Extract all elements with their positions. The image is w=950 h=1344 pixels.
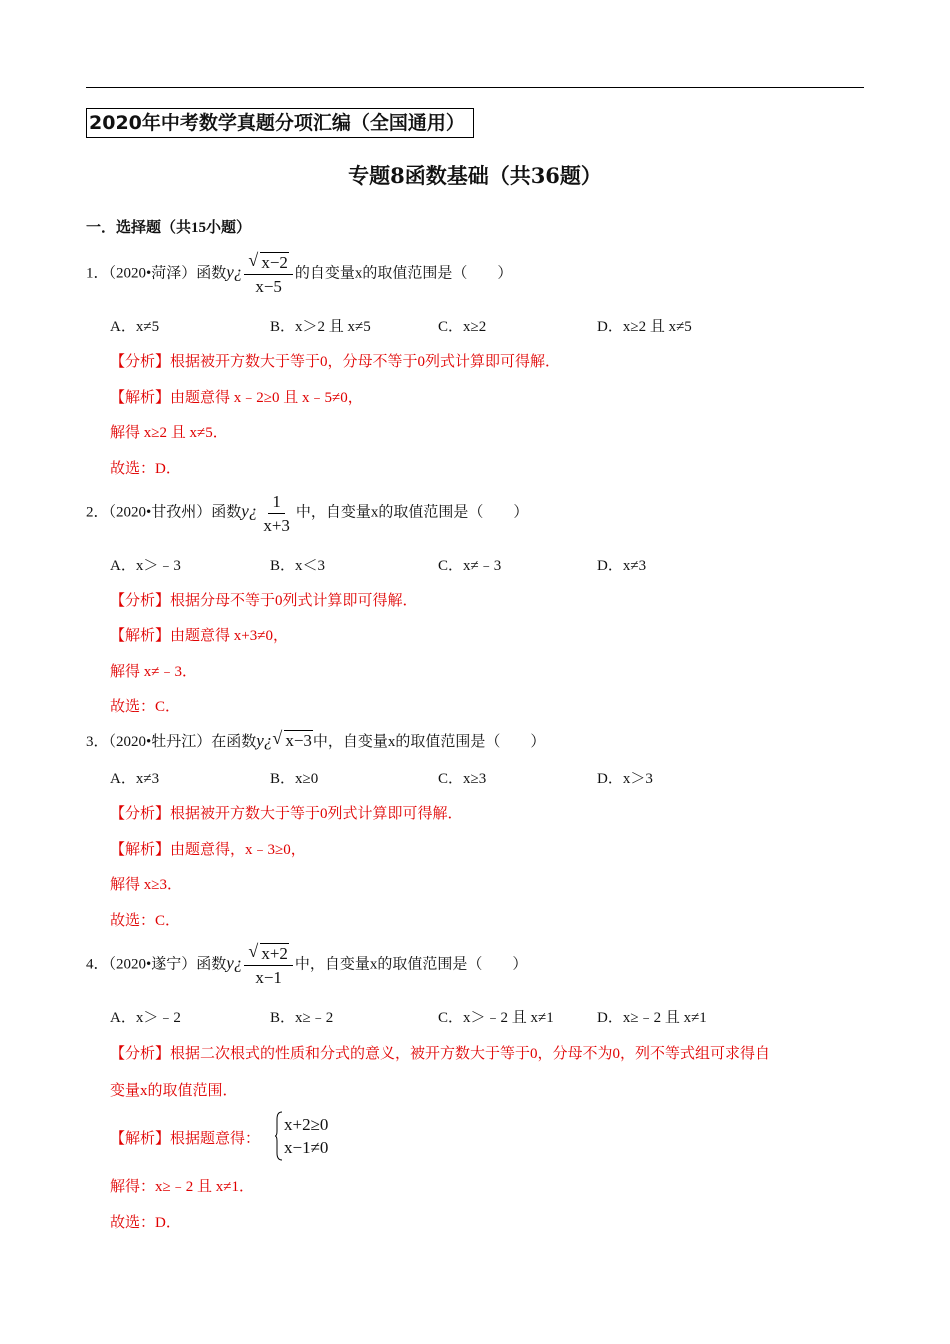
question-3: 3．（2020•牡丹江）在函数y¿ √ x−3中，自变量x的取值范围是（ ）	[86, 728, 546, 750]
option-c: C．x≥3	[438, 771, 487, 787]
analysis: 【分析】根据被开方数大于等于0，分母不等于0列式计算即可得解．	[110, 354, 561, 370]
option-c: C．x≥2	[438, 319, 487, 335]
inequality-system	[284, 1113, 328, 1159]
solution: 【解析】由题意得，x﹣3≥0，	[110, 842, 306, 858]
section-heading: 一．选择题（共15小题）	[86, 220, 252, 236]
option-d: D．x≥2 且 x≠5	[597, 319, 692, 335]
solution-result: 解得：x≥﹣2 且 x≠1．	[110, 1179, 254, 1195]
option-a: A．x＞﹣3	[110, 558, 181, 574]
solution: 【解析】根据题意得：	[110, 1131, 261, 1147]
solution: 【解析】由题意得 x﹣2≥0 且 x﹣5≠0，	[110, 390, 363, 406]
option-b: B．x＜3	[270, 558, 326, 574]
question-4: 4．（2020•遂宁）函数y¿ √ x+2 x−1 中，自变量x的取值范围是（ ）	[86, 941, 528, 987]
fraction: √ x+2 x−1	[244, 944, 293, 986]
analysis: 【分析】根据被开方数大于等于0列式计算即可得解．	[110, 806, 463, 822]
option-b: B．x≥0	[270, 771, 319, 787]
answer: 故选：D．	[110, 461, 181, 477]
option-a: A．x＞﹣2	[110, 1010, 181, 1026]
analysis: 【分析】根据分母不等于0列式计算即可得解．	[110, 593, 418, 609]
option-c: C．x＞﹣2 且 x≠1	[438, 1010, 554, 1026]
option-d: D．x＞3	[597, 771, 653, 787]
option-b: B．x＞2 且 x≠5	[270, 319, 371, 335]
option-d: D．x≠3	[597, 558, 647, 574]
solution-result: 解得 x≥3．	[110, 877, 182, 893]
collection-title: 2020年中考数学真题分项汇编（全国通用）	[86, 108, 474, 138]
option-a: A．x≠5	[110, 319, 160, 335]
answer: 故选：C．	[110, 913, 181, 929]
solution: 【解析】由题意得 x+3≠0，	[110, 628, 288, 644]
answer: 故选：C．	[110, 699, 181, 715]
analysis: 【分析】根据二次根式的性质和分式的意义，被开方数大于等于0，分母不为0，列不等式组可求得自	[110, 1046, 771, 1062]
solution-result: 解得 x≠﹣3．	[110, 664, 197, 680]
top-rule	[86, 87, 864, 88]
option-a: A．x≠3	[110, 771, 160, 787]
analysis-cont: 变量x的取值范围．	[110, 1083, 238, 1099]
fraction: $\frac{1}{x+3}$	[263, 492, 290, 535]
brace-icon	[275, 1111, 283, 1161]
inequality-2: x−1≠0	[284, 1138, 329, 1157]
inequality-1: x+2≥0	[284, 1115, 329, 1134]
question-2: 2．（2020•甘孜州）函数y¿ $\frac{1}{x+3}$ 中，自变量x的取值范围是（ ）	[86, 492, 529, 535]
topic-title: 专题8函数基础（共36题）	[348, 163, 602, 188]
option-d: D．x≥﹣2 且 x≠1	[597, 1010, 707, 1026]
option-c: C．x≠﹣3	[438, 558, 502, 574]
question-1: 1．（2020•菏泽）函数y¿ √ x−2 x−5 的自变量x的取值范围是（ ）	[86, 250, 513, 296]
option-b: B．x≥﹣2	[270, 1010, 334, 1026]
fraction: √ x−2 x−5	[244, 253, 293, 295]
answer: 故选：D．	[110, 1215, 181, 1231]
solution-result: 解得 x≥2 且 x≠5．	[110, 425, 228, 441]
